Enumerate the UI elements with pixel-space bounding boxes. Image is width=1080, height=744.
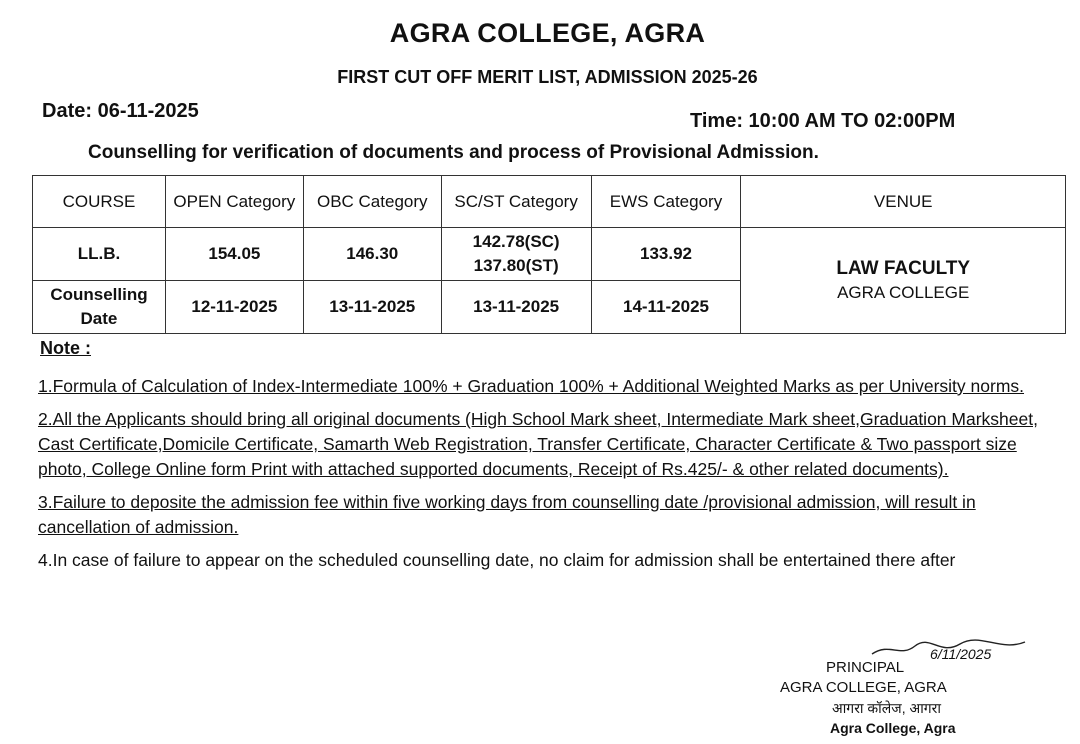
cell-course: LL.B. <box>33 228 166 281</box>
cell-ews-cutoff: 133.92 <box>591 228 741 281</box>
stamp-date: 6/11/2025 <box>930 646 992 662</box>
venue-line2: AGRA COLLEGE <box>837 282 970 302</box>
cell-sc-cutoff: 142.78(SC) <box>472 232 560 251</box>
cell-counselling-label: Counselling Date <box>33 281 166 334</box>
cell-ews-date: 14-11-2025 <box>591 281 741 334</box>
signature-college: AGRA COLLEGE, AGRA <box>780 679 947 696</box>
note-item-2: 2.All the Applicants should bring all original documents (High School Mark sheet, Intermediate Mark sheet,Graduation Marksheet, Cast Certificate,Domicile Certificate, Samarth Web Registration, Transfer Certificate, Character Certificate & Two passport size photo, College Online form Print with attached supported documents, Receipt of Rs.425/- & other related documents). <box>38 409 1038 479</box>
stamp-hindi-text: आगरा कॉलेज, आगरा <box>832 700 942 716</box>
signature-principal: PRINCIPAL <box>826 659 905 676</box>
notice-time: Time: 10:00 AM TO 02:00PM <box>690 110 956 132</box>
note-item-1: 1.Formula of Calculation of Index-Intermediate 100% + Graduation 100% + Additional Weighted Marks as per University norms. <box>38 376 1025 396</box>
document-title: AGRA COLLEGE, AGRA <box>389 18 706 48</box>
header-ews: EWS Category <box>591 176 741 228</box>
header-obc: OBC Category <box>303 176 441 228</box>
header-open: OPEN Category <box>165 176 303 228</box>
notes-list <box>38 374 1048 581</box>
notice-date: Date: 06-11-2025 <box>42 100 199 122</box>
header-scst: SC/ST Category <box>441 176 591 228</box>
document-subtitle: FIRST CUT OFF MERIT LIST, ADMISSION 2025-26 <box>337 67 758 87</box>
cell-venue <box>741 228 1066 334</box>
table-header-row <box>33 176 1066 228</box>
counselling-heading: Counselling for verification of documents and process of Provisional Admission. <box>88 142 819 163</box>
header-venue: VENUE <box>741 176 1066 228</box>
note-item-4: 4.In case of failure to appear on the scheduled counselling date, no claim for admission shall be entertained there after <box>38 550 956 570</box>
cell-open-date: 12-11-2025 <box>165 281 303 334</box>
venue-line1: LAW FACULTY <box>836 257 971 279</box>
note-title: Note : <box>40 338 91 358</box>
cell-st-cutoff: 137.80(ST) <box>473 256 559 275</box>
stamp-college-text: Agra College, Agra <box>830 720 956 736</box>
cell-obc-date: 13-11-2025 <box>303 281 441 334</box>
note-item-3: 3.Failure to deposite the admission fee within five working days from counselling date /provisional admission, will result in cancellation of admission. <box>38 492 976 537</box>
cell-open-cutoff: 154.05 <box>165 228 303 281</box>
table-row-cutoff <box>33 228 1066 281</box>
cell-scst-date: 13-11-2025 <box>441 281 591 334</box>
cell-obc-cutoff: 146.30 <box>303 228 441 281</box>
merit-table <box>32 175 1066 334</box>
cell-scst-cutoff <box>441 228 591 281</box>
header-course: COURSE <box>33 176 166 228</box>
principal-signature-block <box>780 640 1040 738</box>
